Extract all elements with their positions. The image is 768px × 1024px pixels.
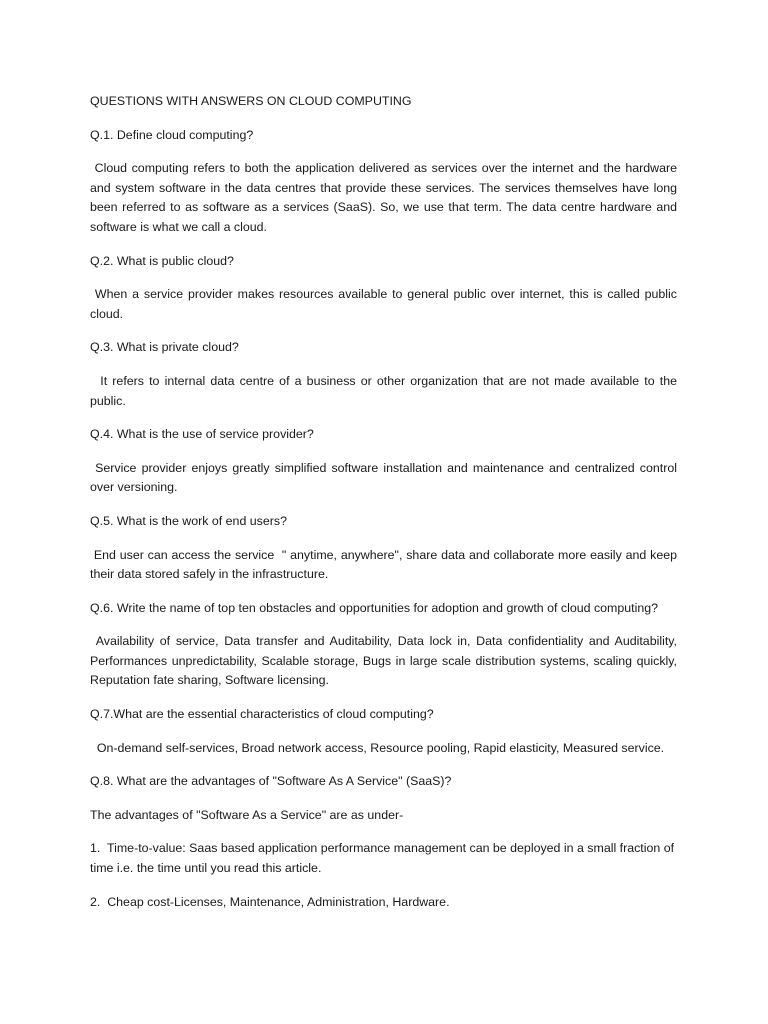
question-6: Q.6. Write the name of top ten obstacles and opportunities for adoption and growth of cloud computing? bbox=[90, 600, 659, 615]
document-page bbox=[90, 92, 681, 926]
answer-8-item-2: 2. Cheap cost-Licenses, Maintenance, Administration, Hardware. bbox=[90, 894, 450, 909]
question-8: Q.8. What are the advantages of "Software As A Service" (SaaS)? bbox=[90, 774, 452, 789]
answer-5: End user can access the service " anytime, anywhere", share data and collaborate more easily and keep their data stored safely in the infrastructure. bbox=[90, 547, 681, 582]
question-2: Q.2. What is public cloud? bbox=[90, 253, 234, 268]
answer-2: When a service provider makes resources available to general public over internet, this is called public cloud. bbox=[90, 287, 681, 321]
answer-8-item-1: 1. Time-to-value: Saas based application performance management can be deployed in a small fraction of time i.e. the time until you read this article. bbox=[90, 841, 678, 876]
document-title: QUESTIONS WITH ANSWERS ON CLOUD COMPUTING bbox=[90, 94, 412, 108]
question-1: Q.1. Define cloud computing? bbox=[90, 127, 254, 142]
answer-1: Cloud computing refers to both the application delivered as services over the internet and the hardware and system software in the data centres that provide these services. The services themselves have long been referred to as software as a services (SaaS). So, we use that term. The data centre hardware and software is what we call a cloud. bbox=[90, 161, 681, 234]
answer-4: Service provider enjoys greatly simplified software installation and maintenance and centralized control over versioning. bbox=[90, 460, 681, 495]
question-3: Q.3. What is private cloud? bbox=[90, 340, 239, 355]
question-7: Q.7.What are the essential characteristics of cloud computing? bbox=[90, 707, 434, 722]
answer-7: On-demand self-services, Broad network access, Resource pooling, Rapid elasticity, Measured service. bbox=[90, 740, 665, 755]
question-5: Q.5. What is the work of end users? bbox=[90, 513, 287, 528]
answer-3: It refers to internal data centre of a business or other organization that are not made available to the public. bbox=[90, 373, 681, 408]
answer-6: Availability of service, Data transfer and Auditability, Data lock in, Data confidentiality and Auditability, Performances unpredictability, Scalable storage, Bugs in large scale distribution systems, scaling quickly, Reputation fate sharing, Software licensing. bbox=[90, 634, 681, 688]
answer-8-intro: The advantages of "Software As a Service" are as under- bbox=[90, 807, 404, 822]
question-4: Q.4. What is the use of service provider? bbox=[90, 427, 314, 442]
